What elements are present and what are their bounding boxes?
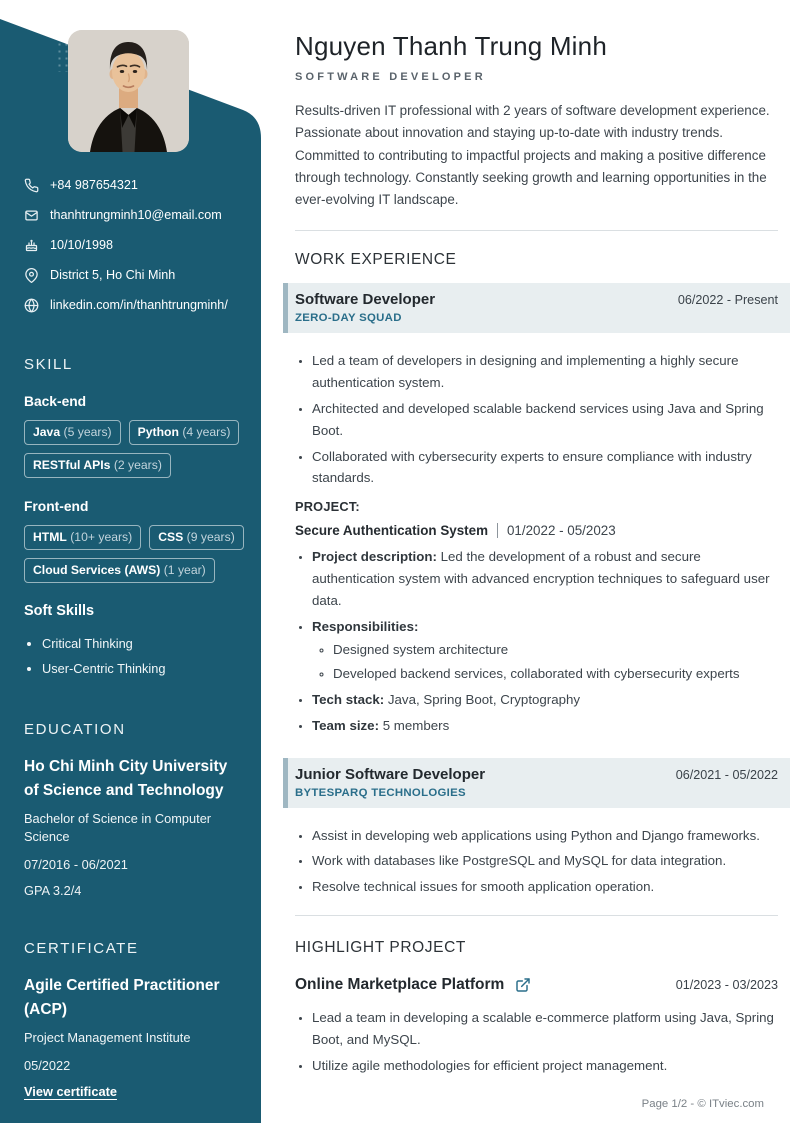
birthday-icon xyxy=(24,238,39,253)
project-name: Secure Authentication System xyxy=(295,523,488,539)
job-bullet-list xyxy=(312,825,778,898)
sidebar xyxy=(0,0,262,1123)
project-title-row xyxy=(295,523,778,538)
highlight-bullet: • Utilize agile methodologies for efficient project management. xyxy=(312,1055,778,1077)
contact-phone xyxy=(24,176,244,194)
job-dates: 06/2022 - Present xyxy=(677,293,778,308)
job-bullet: • Led a team of developers in designing and implementing a highly secure authentication system. xyxy=(312,350,778,394)
highlight-bullet-list xyxy=(312,1007,778,1076)
contact-birthday xyxy=(24,236,244,254)
candidate-title: SOFTWARE DEVELOPER xyxy=(295,71,486,83)
highlight-bullet: • Lead a team in developing a scalable e-commerce platform using Java, Spring Boot, and MySQL. xyxy=(312,1007,778,1051)
view-certificate-link[interactable]: View certificate xyxy=(24,1084,117,1099)
highlight-project-dates: 01/2023 - 03/2023 xyxy=(675,978,778,993)
skill-tag: Python (4 years) xyxy=(129,420,240,445)
job-bullet: • Work with databases like PostgreSQL and MySQL for data integration. xyxy=(312,850,778,872)
contact-birthday-text: 10/10/1998 xyxy=(50,238,114,252)
skill-tag: CSS (9 years) xyxy=(149,525,244,550)
contact-linkedin[interactable] xyxy=(24,296,244,314)
contact-email-text: thanhtrungminh10@email.com xyxy=(50,208,222,222)
skill-tag: Java (5 years) xyxy=(24,420,121,445)
page-footer: Page 1/2 - © ITviec.com xyxy=(641,1098,764,1110)
vertical-separator xyxy=(497,523,498,538)
job-entry xyxy=(295,758,778,898)
job-bullet: • Resolve technical issues for smooth application operation. xyxy=(312,876,778,898)
job-entry xyxy=(295,283,778,736)
job-header-band xyxy=(283,758,790,808)
skill-group-frontend-title: Front-end xyxy=(24,499,89,514)
contact-linkedin-text[interactable]: linkedin.com/in/thanhtrungminh/ xyxy=(50,298,228,312)
soft-skill-item: • User-Centric Thinking xyxy=(42,656,244,681)
candidate-name: Nguyen Thanh Trung Minh xyxy=(295,31,607,61)
highlight-project-heading: HIGHLIGHT PROJECT xyxy=(295,939,466,957)
contact-email xyxy=(24,206,244,224)
project-label: PROJECT: xyxy=(295,499,360,515)
skill-tags-frontend xyxy=(24,525,244,583)
job-title: Software Developer xyxy=(295,291,436,309)
education-school: Ho Chi Minh City University of Science and Technology xyxy=(24,758,228,799)
job-company: BYTESPARQ TECHNOLOGIES xyxy=(295,786,466,799)
job-title: Junior Software Developer xyxy=(295,765,486,783)
certificate-date: 05/2022 xyxy=(24,1058,71,1073)
external-link-icon[interactable] xyxy=(515,977,531,993)
responsibility-item: ◦ Designed system architecture xyxy=(333,639,778,661)
certificate-issuer: Project Management Institute xyxy=(24,1030,191,1045)
summary-paragraph: Results-driven IT professional with 2 years of software development experience. Passionate about innovation and staying up-to-date with industry trends. Committed to contributing to impactful projects and making a positive difference through technology. Constantly seeking growth and learning opportunities in the ever-evolving IT landscape. xyxy=(295,103,770,208)
soft-skill-item: • Critical Thinking xyxy=(42,631,244,656)
email-icon xyxy=(24,208,39,223)
contact-phone-text: +84 987654321 xyxy=(50,178,138,192)
job-bullet: • Assist in developing web applications using Python and Django frameworks. xyxy=(312,825,778,847)
responsibility-sublist xyxy=(333,639,778,685)
globe-icon xyxy=(24,298,39,313)
education-heading: EDUCATION xyxy=(24,721,126,738)
contact-location-text: District 5, Ho Chi Minh xyxy=(50,268,176,282)
education-dates: 07/2016 - 06/2021 xyxy=(24,857,128,872)
work-experience-heading: WORK EXPERIENCE xyxy=(295,251,457,269)
highlight-project-name: Online Marketplace Platform xyxy=(295,976,505,994)
main-column xyxy=(262,0,794,1123)
certificate-heading: CERTIFICATE xyxy=(24,940,139,957)
contact-location xyxy=(24,266,244,284)
job-bullet: • Architected and developed scalable backend services using Java and Spring Boot. xyxy=(312,398,778,442)
location-icon xyxy=(24,268,39,283)
project-detail: • Project description: Led the development of a robust and secure authentication system with advanced encryption techniques to safeguard user data. xyxy=(312,546,778,611)
project-detail: • Responsibilities: ◦ Designed system architecture ◦ Developed backend services, collaborated with cybersecurity experts xyxy=(312,616,778,685)
section-divider xyxy=(295,230,778,231)
skill-tag: RESTful APIs (2 years) xyxy=(24,453,171,478)
skill-tags-backend xyxy=(24,420,244,478)
job-dates: 06/2021 - 05/2022 xyxy=(675,767,778,782)
project-detail: • Team size: 5 members xyxy=(312,715,778,737)
contact-list xyxy=(24,176,244,314)
job-bullet: • Collaborated with cybersecurity experts to ensure compliance with industry standards. xyxy=(312,446,778,490)
phone-icon xyxy=(24,178,39,193)
education-gpa: GPA 3.2/4 xyxy=(24,883,82,898)
project-detail: • Tech stack: Java, Spring Boot, Cryptography xyxy=(312,689,778,711)
skill-group-backend-title: Back-end xyxy=(24,394,87,409)
sidebar-content xyxy=(0,0,262,1101)
job-header-band xyxy=(283,283,790,333)
soft-skills-title: Soft Skills xyxy=(24,603,95,619)
project-detail-list xyxy=(312,546,778,736)
responsibility-item: ◦ Developed backend services, collaborated with cybersecurity experts xyxy=(333,663,778,685)
job-company: ZERO-DAY SQUAD xyxy=(295,312,402,325)
education-degree: Bachelor of Science in Computer Science xyxy=(24,811,212,844)
highlight-title-row xyxy=(295,976,778,994)
skill-tag: Cloud Services (AWS) (1 year) xyxy=(24,558,215,583)
project-dates: 01/2022 - 05/2023 xyxy=(506,523,616,539)
skill-tag: HTML (10+ years) xyxy=(24,525,141,550)
certificate-title: Agile Certified Practitioner (ACP) xyxy=(24,977,220,1018)
soft-skills-list xyxy=(42,631,244,681)
job-bullet-list xyxy=(312,350,778,489)
skill-heading: SKILL xyxy=(24,356,73,373)
section-divider xyxy=(295,915,778,916)
